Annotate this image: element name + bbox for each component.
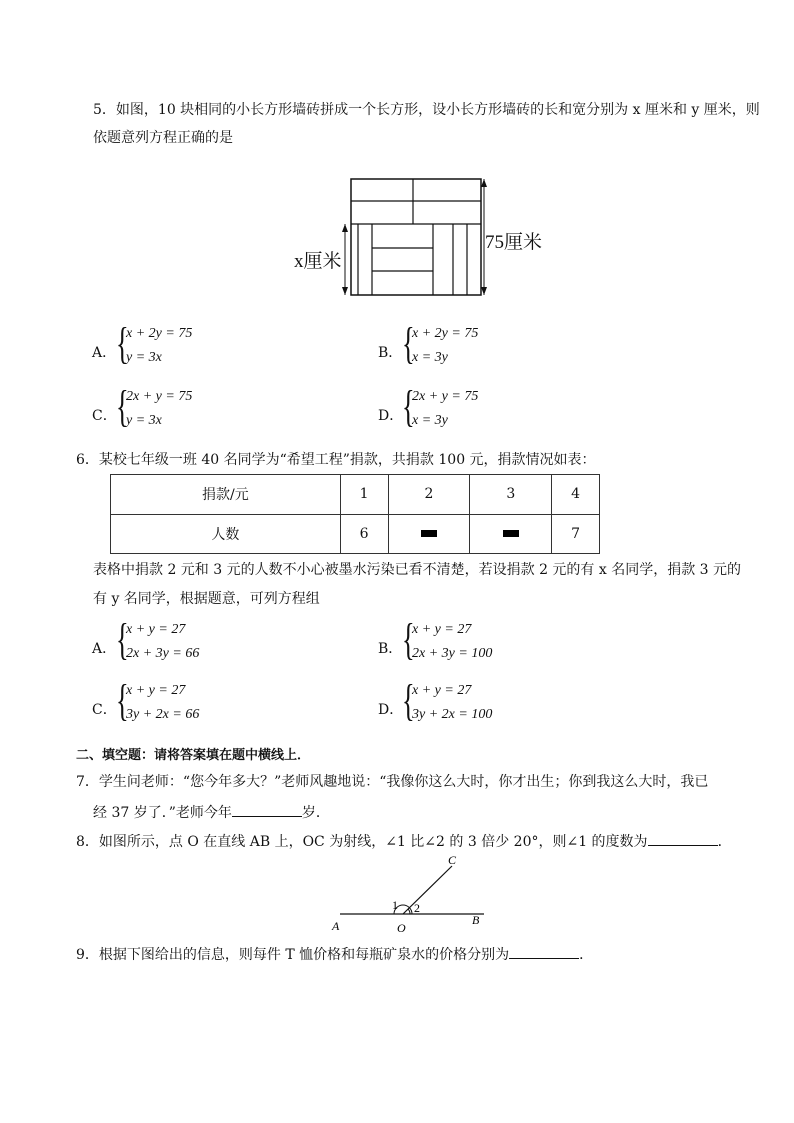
table-cell: 6 [340, 514, 388, 554]
table-cell-ink-blot [388, 514, 470, 554]
equation: x = 3y [412, 350, 448, 365]
q7-text-part1: 经 37 岁了．”老师今年 [93, 805, 232, 821]
q5-text-line1: 5．如图，10 块相同的小长方形墙砖拼成一个长方形，设小长方形墙砖的长和宽分别为 x 厘米和 y 厘米，则 [93, 102, 760, 118]
table-row [111, 514, 600, 554]
table-header-cell: 捐款/元 [111, 475, 341, 515]
q8-text-part1: 8．如图所示，点 O 在直线 AB 上，OC 为射线，∠1 比∠2 的 3 倍少 20°，则∠1 的度数为 [76, 834, 648, 850]
q7-answer-blank[interactable] [232, 802, 302, 817]
brace-icon: { [402, 615, 415, 664]
table-cell-ink-blot [470, 514, 552, 554]
q5-label-75: 75厘米 [485, 232, 543, 253]
brace-icon: { [402, 676, 415, 725]
brace-icon: { [402, 382, 415, 431]
option-label: D． [378, 408, 404, 424]
equation: x = 3y [412, 413, 448, 428]
q9-text-part2: ． [579, 947, 594, 963]
q5-text-line2: 依题意列方程正确的是 [93, 130, 233, 146]
point-label-c: C [448, 853, 457, 867]
q5-option-b[interactable] [378, 319, 638, 372]
q5-label-x: x厘米 [294, 251, 342, 272]
q9-answer-blank[interactable] [509, 944, 579, 959]
ink-blot-icon [421, 530, 437, 537]
q7-text-line1: 7．学生问老师：“您今年多大？”老师风趣地说：“我像你这么大时，你才出生；你到我这么大时，我已 [76, 774, 709, 790]
angle-label-1: 1 [392, 898, 398, 912]
option-label: C． [92, 702, 117, 718]
equation: 2x + 3y = 100 [412, 646, 493, 661]
q6-option-b[interactable] [378, 615, 638, 668]
option-label: D． [378, 702, 404, 718]
equation: y = 3x [126, 350, 162, 365]
point-label-a: A [332, 919, 340, 933]
equation: 2x + y = 75 [412, 389, 479, 404]
equation: x + y = 27 [126, 622, 186, 637]
option-label: A． [92, 345, 117, 361]
point-label-b: B [472, 913, 480, 927]
q6-text-line1: 6．某校七年级一班 40 名同学为“希望工程”捐款，共捐款 100 元，捐款情况如表： [76, 452, 596, 468]
table-header-cell: 3 [470, 475, 552, 515]
q6-text-line2: 表格中捐款 2 元和 3 元的人数不小心被墨水污染已看不清楚，若设捐款 2 元的有 x 名同学，捐款 3 元的 [93, 562, 742, 578]
table-header-cell: 4 [552, 475, 600, 515]
option-label: C． [92, 408, 117, 424]
brace-icon: { [116, 319, 129, 368]
equation: 3y + 2x = 66 [126, 707, 200, 722]
table-header-cell: 2 [388, 475, 470, 515]
brace-icon: { [116, 676, 129, 725]
equation: x + 2y = 75 [126, 326, 193, 341]
q8-text-part2: ． [717, 834, 732, 850]
equation: 2x + 3y = 66 [126, 646, 200, 661]
table-cell: 人数 [111, 514, 341, 554]
q9-text [76, 944, 593, 965]
brace-icon: { [116, 382, 129, 431]
equation: 3y + 2x = 100 [412, 707, 493, 722]
brace-icon: { [402, 319, 415, 368]
q5-option-c[interactable] [92, 382, 352, 435]
option-label: A． [92, 641, 117, 657]
q6-option-d[interactable] [378, 676, 638, 729]
q8-angle-figure [328, 852, 488, 934]
equation: x + y = 27 [412, 683, 472, 698]
q8-answer-blank[interactable] [648, 831, 718, 846]
equation: x + y = 27 [126, 683, 186, 698]
q8-text [76, 831, 732, 852]
equation: x + y = 27 [412, 622, 472, 637]
table-header-cell: 1 [340, 475, 388, 515]
point-label-o: O [397, 921, 406, 934]
q6-option-c[interactable] [92, 676, 352, 729]
q7-text-part2: 岁． [301, 805, 330, 821]
q6-donation-table [110, 474, 600, 554]
table-cell: 7 [552, 514, 600, 554]
q9-text-part1: 9．根据下图给出的信息，则每件 T 恤价格和每瓶矿泉水的价格分别为 [76, 947, 510, 963]
brace-icon: { [116, 615, 129, 664]
q6-option-a[interactable] [92, 615, 352, 668]
section-heading-fill-in: 二、填空题：请将答案填在题中横线上． [76, 748, 311, 763]
equation: 2x + y = 75 [126, 389, 193, 404]
option-label: B． [378, 641, 403, 657]
q6-text-line3: 有 y 名同学，根据题意，可列方程组 [93, 591, 320, 607]
q7-text-line2 [93, 802, 330, 823]
equation: x + 2y = 75 [412, 326, 479, 341]
ink-blot-icon [503, 530, 519, 537]
equation: y = 3x [126, 413, 162, 428]
table-row [111, 475, 600, 515]
angle-label-2: 2 [414, 901, 420, 915]
option-label: B． [378, 345, 403, 361]
q5-option-a[interactable] [92, 319, 352, 372]
q5-option-d[interactable] [378, 382, 638, 435]
